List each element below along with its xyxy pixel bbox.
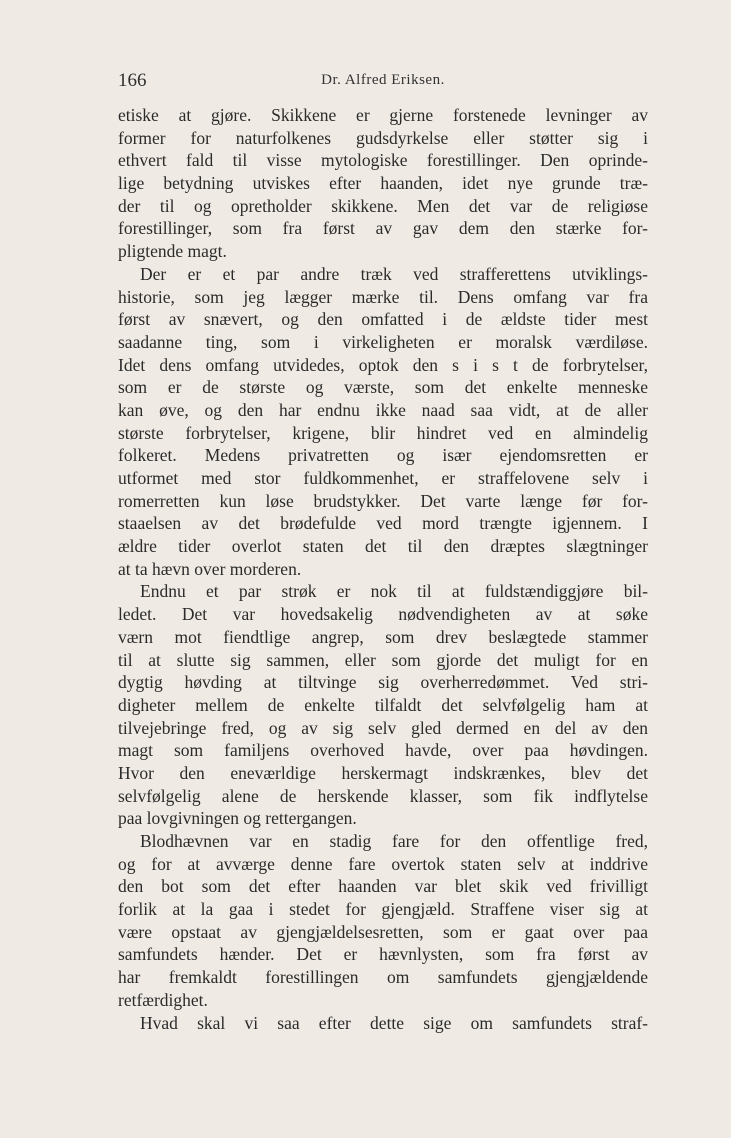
text-line: Hvor den eneværldige herskermagt indskrænkes, blev det — [118, 762, 648, 783]
text-line: Idet dens omfang utvidedes, optok den s i s t de forbrytelser, — [118, 354, 648, 375]
text-line: har fremkaldt forestillingen om samfundets gjengjældende — [118, 967, 648, 988]
text-line: være opstaat av gjengjældelsesretten, som er gaat over paa — [118, 921, 648, 942]
text-line: former for naturfolkenes gudsdyrkelse eller støtter sig i — [118, 127, 648, 148]
text-line: retfærdighet. — [118, 989, 208, 1010]
text-line: største forbrytelser, krigene, blir hindret ved en almindelig — [118, 422, 648, 443]
text-line: tilvejebringe fred, og av sig selv gled dermed en del av den — [118, 717, 648, 738]
text-line: Der er et par andre træk ved strafferettens utviklings- — [140, 263, 648, 284]
text-line: forlik at la gaa i stedet for gjengjæld. Straffene viser sig at — [118, 899, 648, 920]
text-line: digheter mellem de enkelte tilfaldt det selvfølgelig ham at — [118, 694, 648, 715]
text-line: magt som familjens overhoved havde, over paa høvdingen. — [118, 740, 648, 761]
text-line: Blodhævnen var en stadig fare for den offentlige fred, — [140, 831, 648, 851]
text-line: den bot som det efter haanden var blet skik ved frivilligt — [118, 876, 648, 897]
text-line: til at slutte sig sammen, eller som gjorde det muligt for en — [118, 649, 648, 670]
text-line: samfundets hænder. Det er hævnlysten, som fra først av — [118, 944, 648, 965]
text-line: dygtig høvding at tiltvinge sig overherredømmet. Ved stri- — [118, 672, 648, 693]
text-line: værn mot fiendtlige angrep, som drev beslægtede stammer — [118, 626, 648, 647]
text-line: etiske at gjøre. Skikkene er gjerne forstenede levninger av — [118, 105, 648, 125]
text-line: der til og opretholder skikkene. Men det var de religiøse — [118, 195, 648, 216]
text-line: ældre tider overlot staten det til den dræptes slægtninger — [118, 536, 648, 557]
text-line: kan øve, og den har endnu ikke naad saa vidt, at de aller — [118, 399, 648, 420]
text-line: historie, som jeg lægger mærke til. Dens omfang var fra — [118, 286, 648, 307]
text-line: og for at avværge denne fare overtok staten selv at inddrive — [118, 853, 648, 874]
text-line: utformet med stor fuldkommenhet, er straffelovene selv i — [118, 468, 648, 488]
body-text — [118, 104, 648, 1034]
page-number: 166 — [118, 70, 147, 91]
text-line: Hvad skal vi saa efter dette sige om samfundets straf- — [140, 1012, 648, 1033]
text-line: pligtende magt. — [118, 241, 227, 262]
text-line: saadanne ting, som i virkeligheten er moralsk værdiløse. — [118, 331, 648, 352]
text-line: forestillinger, som fra først av gav dem den stærke for- — [118, 218, 648, 239]
page-header — [118, 70, 648, 100]
text-line: ledet. Det var hovedsakelig nødvendigheten av at søke — [118, 604, 648, 625]
text-line: først av snævert, og den omfatted i de ældste tider mest — [118, 309, 648, 330]
text-line: folkeret. Medens privatretten og især ejendomsretten er — [118, 445, 648, 466]
text-line: som er de største og værste, som det enkelte menneske — [118, 377, 648, 398]
text-line: staaelsen av det brødefulde ved mord trængte igjennem. I — [118, 513, 648, 534]
running-title: Dr. Alfred Eriksen. — [321, 72, 445, 88]
text-line: at ta hævn over morderen. — [118, 558, 302, 579]
text-line: lige betydning utviskes efter haanden, idet nye grunde træ- — [118, 173, 648, 194]
text-line: paa lovgivningen og rettergangen. — [118, 808, 357, 829]
text-line: Endnu et par strøk er nok til at fuldstændiggjøre bil- — [140, 581, 648, 602]
text-line: selvfølgelig alene de herskende klasser, som fik indflytelse — [118, 785, 648, 806]
text-line: ethvert fald til visse mytologiske forestillinger. Den oprinde- — [118, 150, 648, 171]
text-line: romerretten kun løse brudstykker. Det varte længe før for- — [118, 490, 648, 511]
